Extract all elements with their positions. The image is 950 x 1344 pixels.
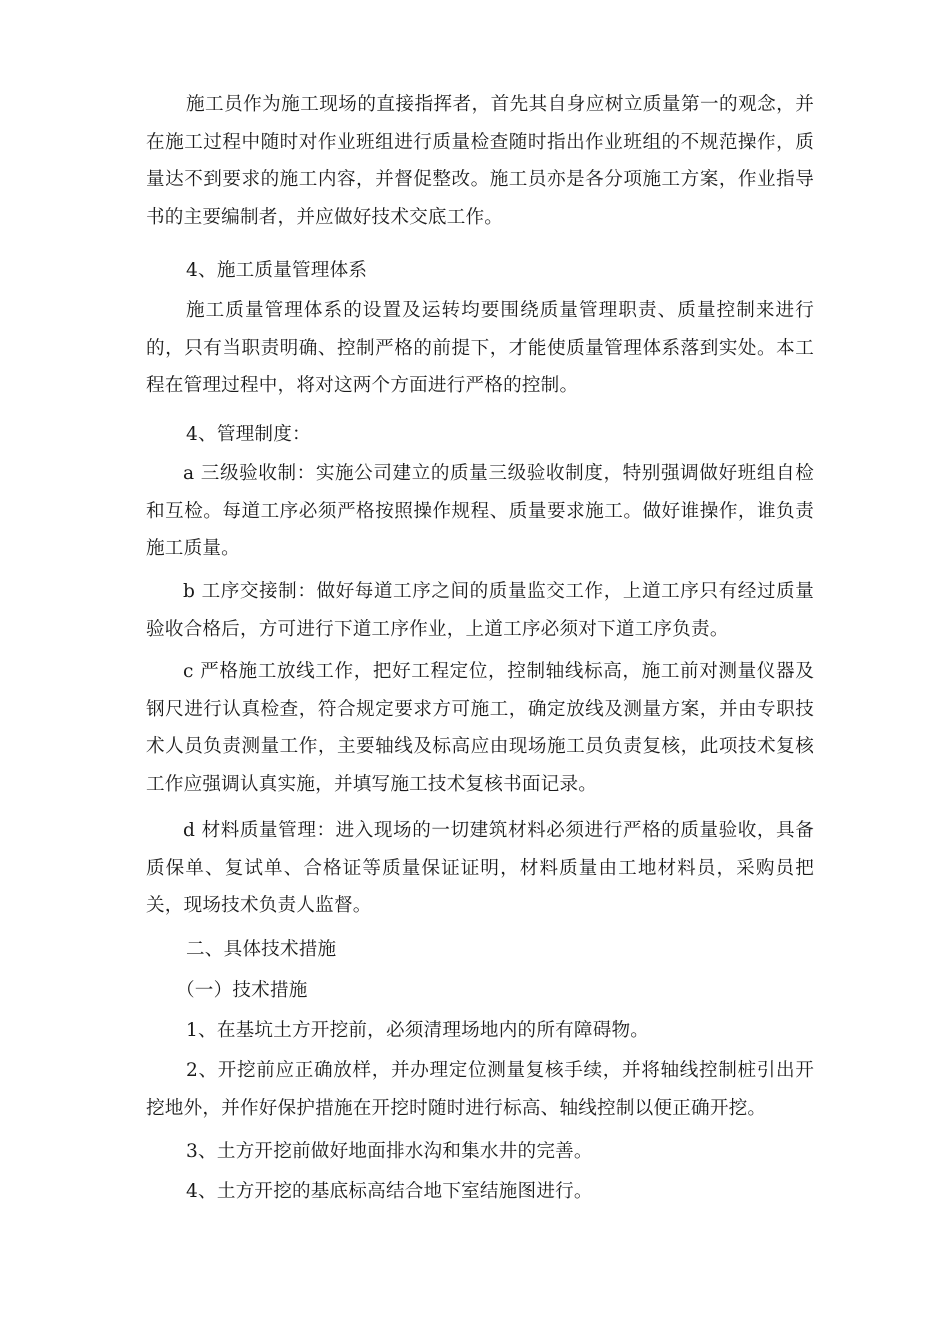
paragraph-quality-system-description: 施工质量管理体系的设置及运转均要围绕质量管理职责、质量控制来进行的，只有当职责明确、控制严格的前提下，才能使质量管理体系落到实处。本工程在管理过程中，将对这两个方面进行严格的控制。 [146,300,814,396]
heading-quality-management-system: 4、施工质量管理体系 [186,260,368,281]
heading-specific-technical-measures: 二、具体技术措施 [186,939,337,960]
paragraph-rule-d-material-quality: d 材料质量管理：进入现场的一切建筑材料必须进行严格的质量验收，具备质保单、复试单、合格证等质量保证证明，材料质量由工地材料员，采购员把关，现场技术负责人监督。 [146,820,814,916]
paragraph-rule-c-setting-out: c 严格施工放线工作，把好工程定位，控制轴线标高，施工前对测量仪器及钢尺进行认真检查，符合规定要求方可施工，确定放线及测量方案，并由专职技术人员负责测量工作，主要轴线及标高应由现场施工员负责复核，此项技术复核工作应强调认真实施，并填写施工技术复核书面记录。 [146,661,814,795]
list-item-1: 1、在基坑土方开挖前，必须清理场地内的所有障碍物。 [186,1020,650,1041]
paragraph-rule-a-three-level-acceptance: a 三级验收制：实施公司建立的质量三级验收制度，特别强调做好班组自检和互检。每道工序必须严格按照操作规程、质量要求施工。做好谁操作，谁负责施工质量。 [146,463,814,559]
list-item-2: 2、开挖前应正确放样，并办理定位测量复核手续，并将轴线控制桩引出开挖地外，并作好保护措施在开挖时随时进行标高、轴线控制以便正确开挖。 [146,1060,814,1119]
list-item-4: 4、土方开挖的基底标高结合地下室结施图进行。 [186,1181,593,1202]
list-item-3: 3、土方开挖前做好地面排水沟和集水井的完善。 [186,1141,593,1162]
paragraph-construction-worker-role: 施工员作为施工现场的直接指挥者，首先其自身应树立质量第一的观念，并在施工过程中随时对作业班组进行质量检查随时指出作业班组的不规范操作，质量达不到要求的施工内容，并督促整改。施工员亦是各分项施工方案，作业指导书的主要编制者，并应做好技术交底工作。 [146,94,814,228]
heading-technical-measures: （一）技术措施 [176,980,308,1001]
heading-management-rules: 4、管理制度： [186,424,311,445]
paragraph-rule-b-process-handover: b 工序交接制：做好每道工序之间的质量监交工作，上道工序只有经过质量验收合格后，方可进行下道工序作业，上道工序必须对下道工序负责。 [146,581,814,640]
